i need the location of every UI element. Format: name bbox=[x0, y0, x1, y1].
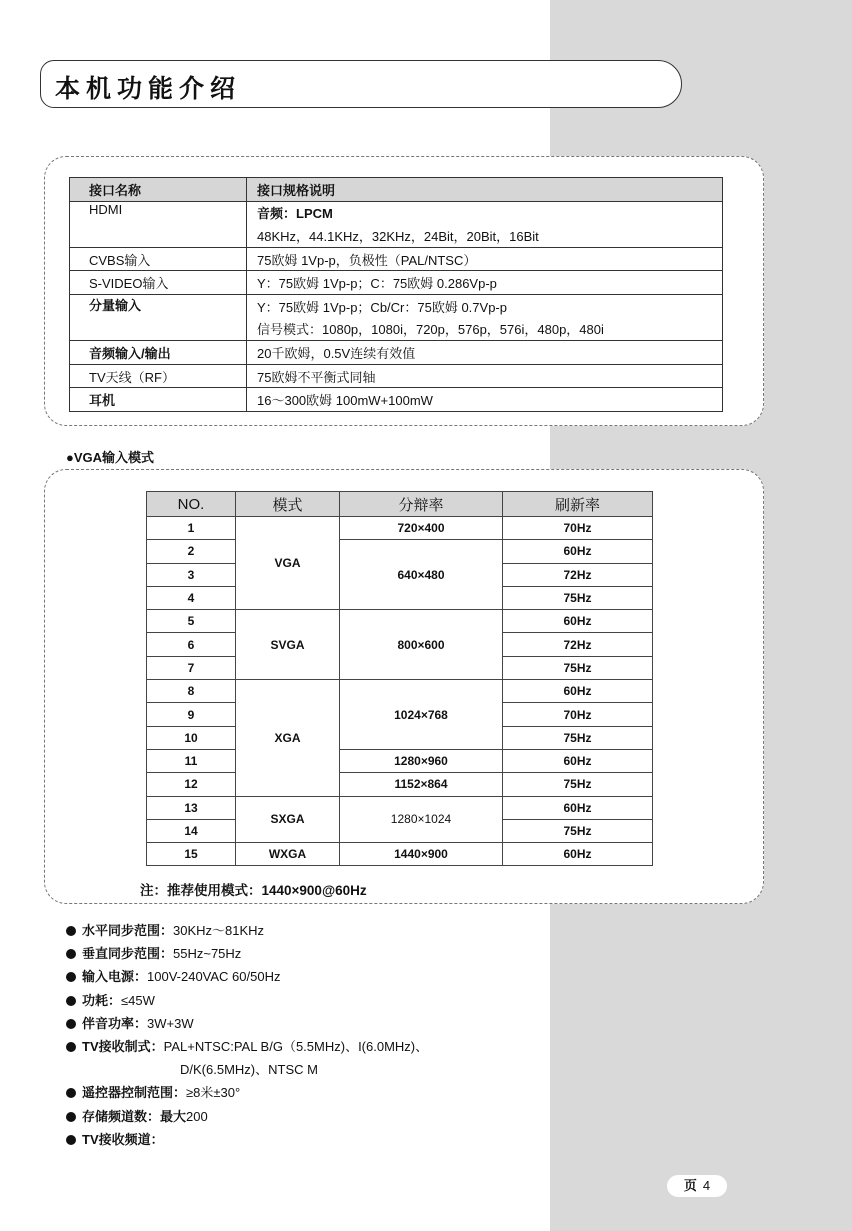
headphone-spec: 16～300欧姆 100mW+100mW bbox=[247, 388, 723, 412]
list-item bbox=[66, 1012, 428, 1035]
cell-no: 12 bbox=[147, 773, 236, 796]
bullet-icon bbox=[66, 1088, 76, 1098]
cell-resolution: 640×480 bbox=[340, 540, 503, 610]
cell-refresh: 72Hz bbox=[503, 563, 653, 586]
cell-refresh: 75Hz bbox=[503, 656, 653, 679]
cell-resolution: 1280×960 bbox=[340, 749, 503, 772]
cell-no: 1 bbox=[147, 517, 236, 540]
list-item bbox=[66, 989, 428, 1012]
list-item bbox=[66, 1105, 428, 1128]
cell-mode: SVGA bbox=[236, 610, 340, 680]
table-row bbox=[147, 540, 653, 563]
svideo-spec: Y：75欧姆 1Vp-p；C：75欧姆 0.286Vp-p bbox=[247, 271, 723, 295]
cell-resolution: 1024×768 bbox=[340, 680, 503, 750]
cell-no: 5 bbox=[147, 610, 236, 633]
hdmi-audio-text: 音频：LPCM bbox=[257, 206, 333, 222]
cell-resolution: 720×400 bbox=[340, 517, 503, 540]
cell-no: 9 bbox=[147, 703, 236, 726]
row-name-tv: TV天线（RF） bbox=[70, 364, 247, 388]
spec-value: ≥8米±30° bbox=[186, 1085, 241, 1101]
cell-resolution: 1152×864 bbox=[340, 773, 503, 796]
table-row bbox=[70, 271, 723, 295]
spec-value: 200 bbox=[186, 1108, 208, 1124]
spec-value: D/K(6.5MHz)、NTSC M bbox=[180, 1062, 318, 1078]
cell-no: 15 bbox=[147, 843, 236, 866]
bullet-icon bbox=[66, 949, 76, 959]
spec-label: 功耗： bbox=[82, 992, 122, 1008]
table-row bbox=[147, 749, 653, 772]
table-row bbox=[70, 201, 723, 224]
spec-label: 水平同步范围： bbox=[82, 923, 174, 938]
cell-resolution: 1440×900 bbox=[340, 843, 503, 866]
cvbs-spec: 75欧姆 1Vp-p，负极性（PAL/NTSC） bbox=[247, 247, 723, 271]
spec-label: 垂直同步范围： bbox=[82, 946, 174, 962]
page-title: 本机功能介绍 bbox=[55, 74, 242, 103]
cell-mode: XGA bbox=[236, 680, 340, 796]
spec-list bbox=[66, 919, 428, 1151]
row-name-hdmi: HDMI bbox=[70, 201, 247, 247]
spec-label: 存储频道数： bbox=[82, 1108, 161, 1124]
cell-no: 14 bbox=[147, 819, 236, 842]
table-row bbox=[70, 388, 723, 412]
audio-spec: 20千欧姆，0.5V连续有效值 bbox=[247, 341, 723, 365]
row-name-svideo: S-VIDEO输入 bbox=[70, 271, 247, 295]
bullet-icon bbox=[66, 1042, 76, 1052]
header-interface-name: 接口名称 bbox=[70, 178, 247, 202]
component-spec-line2: 信号模式：1080p，1080i，720p，576p，576i，480p，480i bbox=[247, 318, 723, 341]
hdmi-spec-line1 bbox=[247, 201, 723, 224]
table-row bbox=[147, 517, 653, 540]
cell-resolution: 800×600 bbox=[340, 610, 503, 680]
spec-value: 30KHz～81KHz bbox=[173, 923, 265, 938]
table-row bbox=[70, 294, 723, 317]
hdmi-spec-line2: 48KHz，44.1KHz，32KHz，24Bit，20Bit，16Bit bbox=[247, 224, 723, 247]
cell-no: 6 bbox=[147, 633, 236, 656]
cell-no: 3 bbox=[147, 563, 236, 586]
spec-value: PAL+NTSC:PAL B/G（5.5MHz)、I(6.0MHz)、 bbox=[163, 1039, 429, 1055]
spec-label: 遥控器控制范围： bbox=[82, 1085, 187, 1101]
table-row bbox=[70, 364, 723, 388]
cell-refresh: 60Hz bbox=[503, 680, 653, 703]
vga-mode-table bbox=[146, 491, 653, 866]
cell-refresh: 60Hz bbox=[503, 796, 653, 819]
list-item bbox=[66, 942, 428, 965]
row-name-audio: 音频输入/输出 bbox=[70, 341, 247, 365]
cell-refresh: 60Hz bbox=[503, 749, 653, 772]
cell-no: 7 bbox=[147, 656, 236, 679]
spec-value: 100V-240VAC 60/50Hz bbox=[147, 969, 281, 985]
cell-mode: SXGA bbox=[236, 796, 340, 843]
list-item bbox=[66, 1128, 428, 1151]
cell-no: 10 bbox=[147, 726, 236, 749]
title-banner bbox=[40, 60, 682, 108]
bullet-icon bbox=[66, 1112, 76, 1122]
bullet-icon bbox=[66, 1135, 76, 1145]
spec-label: TV接收制式： bbox=[82, 1039, 164, 1055]
spec-label: 输入电源： bbox=[82, 969, 148, 985]
interface-spec-table bbox=[69, 177, 723, 412]
header-no: NO. bbox=[147, 492, 236, 517]
table-header-row bbox=[147, 492, 653, 517]
spec-value: 55Hz~75Hz bbox=[173, 946, 242, 962]
row-name-headphone: 耳机 bbox=[70, 388, 247, 412]
row-name-component: 分量输入 bbox=[70, 294, 247, 340]
row-name-cvbs: CVBS输入 bbox=[70, 247, 247, 271]
cell-refresh: 75Hz bbox=[503, 773, 653, 796]
header-mode: 模式 bbox=[236, 492, 340, 517]
cell-no: 11 bbox=[147, 749, 236, 772]
spec-value: 3W+3W bbox=[147, 1015, 194, 1031]
list-item bbox=[66, 1081, 428, 1104]
spec-value-bold: 最大 bbox=[160, 1108, 187, 1124]
list-item bbox=[66, 965, 428, 988]
cell-refresh: 60Hz bbox=[503, 540, 653, 563]
table-row bbox=[147, 773, 653, 796]
cell-no: 13 bbox=[147, 796, 236, 819]
table-header-row bbox=[70, 178, 723, 202]
table-row bbox=[147, 843, 653, 866]
cell-refresh: 70Hz bbox=[503, 703, 653, 726]
table-row bbox=[147, 796, 653, 819]
bullet-icon bbox=[66, 1019, 76, 1029]
cell-no: 4 bbox=[147, 586, 236, 609]
header-refresh: 刷新率 bbox=[503, 492, 653, 517]
bullet-icon bbox=[66, 926, 76, 936]
table-row bbox=[70, 341, 723, 365]
spec-label: TV接收频道： bbox=[82, 1131, 164, 1147]
bullet-icon bbox=[66, 996, 76, 1006]
tv-spec: 75欧姆不平衡式同轴 bbox=[247, 364, 723, 388]
cell-refresh: 60Hz bbox=[503, 843, 653, 866]
header-resolution: 分辩率 bbox=[340, 492, 503, 517]
cell-no: 2 bbox=[147, 540, 236, 563]
cell-refresh: 75Hz bbox=[503, 586, 653, 609]
header-interface-spec: 接口规格说明 bbox=[247, 178, 723, 202]
page-label: 页 bbox=[683, 1178, 697, 1193]
list-item bbox=[66, 1035, 428, 1058]
table-row bbox=[147, 680, 653, 703]
cell-refresh: 75Hz bbox=[503, 819, 653, 842]
list-item bbox=[66, 919, 428, 942]
spec-label: 伴音功率： bbox=[82, 1015, 148, 1031]
table-row bbox=[147, 610, 653, 633]
list-item-continuation bbox=[66, 1058, 428, 1081]
component-spec-line1: Y：75欧姆 1Vp-p；Cb/Cr：75欧姆 0.7Vp-p bbox=[247, 294, 723, 317]
page-number: 4 bbox=[702, 1178, 711, 1193]
cell-mode: VGA bbox=[236, 517, 340, 610]
cell-no: 8 bbox=[147, 680, 236, 703]
cell-refresh: 75Hz bbox=[503, 726, 653, 749]
table-row bbox=[70, 247, 723, 271]
cell-mode: WXGA bbox=[236, 843, 340, 866]
page-number-badge bbox=[667, 1175, 727, 1197]
spec-value: ≤45W bbox=[121, 992, 155, 1008]
cell-refresh: 60Hz bbox=[503, 610, 653, 633]
vga-section-title: ●VGA输入模式 bbox=[66, 450, 155, 465]
cell-refresh: 70Hz bbox=[503, 517, 653, 540]
recommended-mode-note: 注：推荐使用模式：1440×900@60Hz bbox=[140, 883, 367, 898]
cell-refresh: 72Hz bbox=[503, 633, 653, 656]
cell-resolution: 1280×1024 bbox=[340, 796, 503, 843]
bullet-icon bbox=[66, 972, 76, 982]
